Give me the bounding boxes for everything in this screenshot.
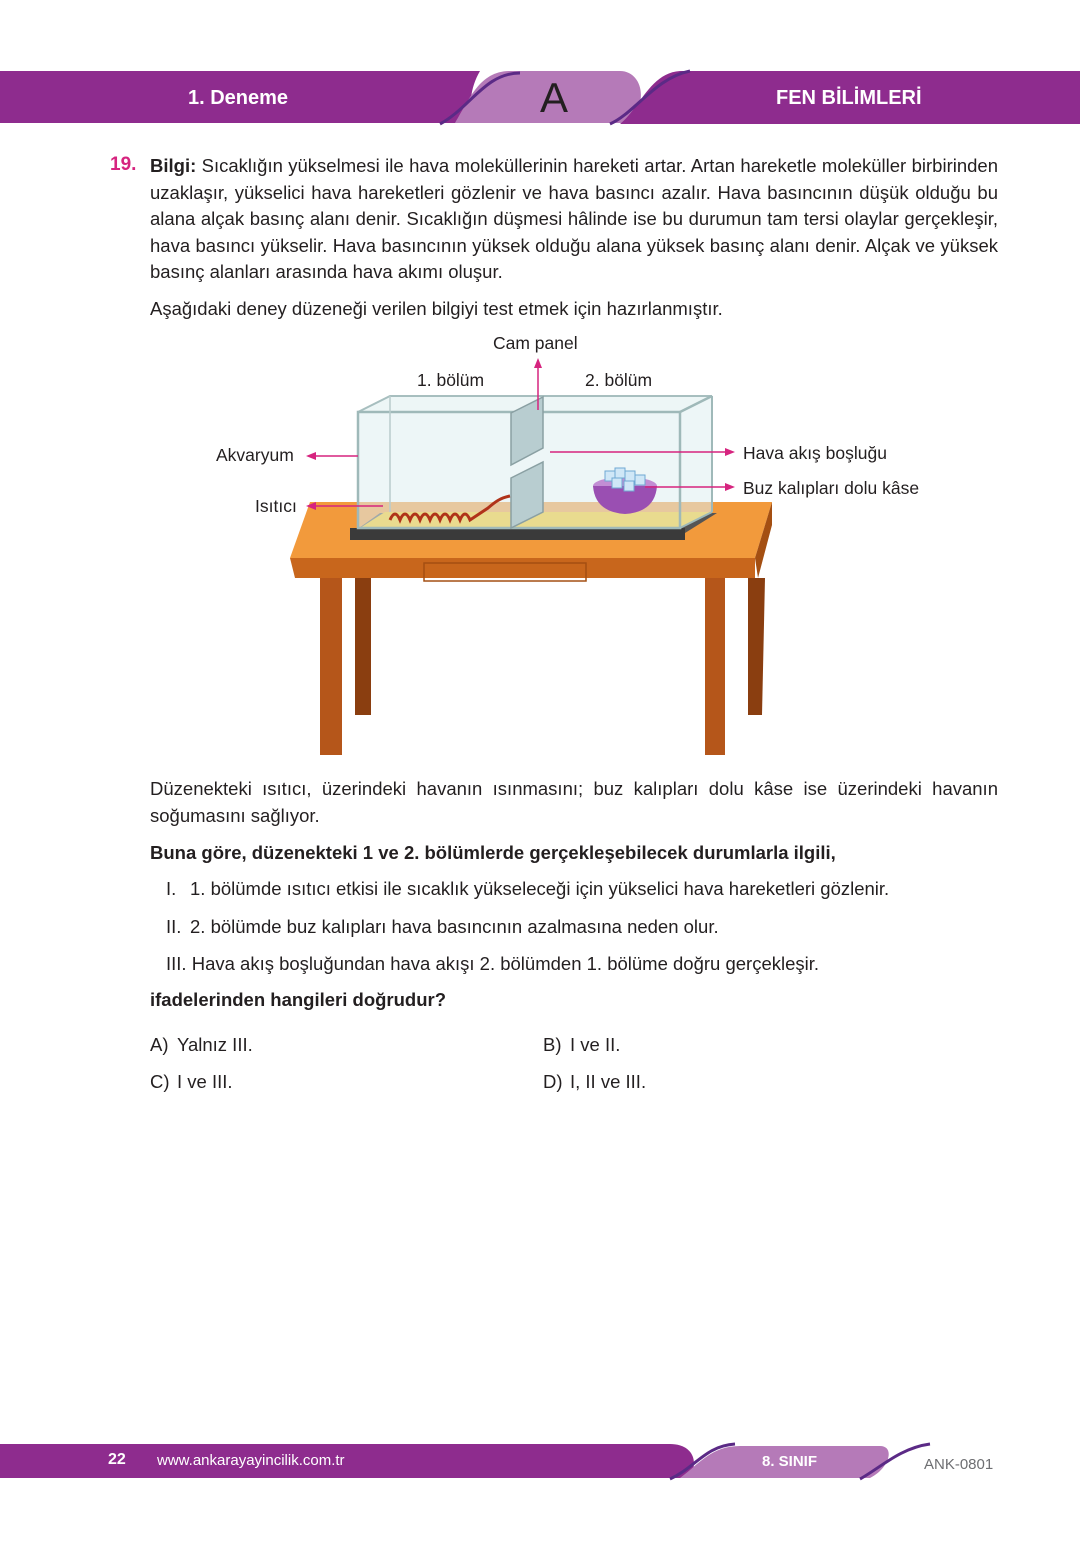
question-stem: Buna göre, düzenekteki 1 ve 2. bölümlerde gerçekleşebilecek durumlarla ilgili, (150, 842, 836, 863)
table-leg (705, 578, 725, 755)
option-text: I ve II. (570, 1034, 621, 1055)
question-number: 19. (110, 154, 137, 175)
page-number: 22 (108, 1451, 126, 1468)
table-leg (748, 578, 765, 715)
label-section-2: 2. bölüm (585, 370, 653, 390)
option-b[interactable] (543, 1032, 620, 1058)
experiment-figure (200, 330, 960, 770)
info-paragraph (150, 153, 998, 286)
after-text: Düzenekteki ısıtıcı, üzerindeki havanın ısınmasını; buz kalıpları dolu kâse ise üzerindeki havanın soğumasını sağlıyor. (150, 778, 998, 826)
info-label: Bilgi: (150, 155, 197, 176)
website-link[interactable]: www.ankarayayincilik.com.tr (157, 1452, 345, 1469)
statement-text: Hava akış boşluğundan hava akışı 2. bölümden 1. bölüme doğru gerçekleşir. (191, 953, 820, 974)
option-letter: B) (543, 1034, 562, 1055)
grade-label: 8. SINIF (762, 1453, 818, 1470)
statement-item (166, 876, 889, 902)
option-letter: D) (543, 1071, 563, 1092)
info-text: Sıcaklığın yükselmesi ile hava moleküllerinin hareketi artar. Artan hareketle moleküller birbirinden uzaklaşır, yükselici hava hareketleri gözlenir ve hava basıncı azalır. Hava basıncının düşük olduğu bu alana alçak basınç alanı denir. Sıcaklığın düşmesi hâlinde ise bu durumun tam tersi olaylar gerçekleşir, hava basıncı yükselir. Hava basıncının yüksek olduğu alana yüksek basınç alanı denir. Alçak ve yüksek basınç alanları arasında hava akımı oluşur. (150, 155, 998, 282)
statement-numeral: I. (166, 878, 177, 899)
option-d[interactable] (543, 1069, 646, 1095)
label-buz: Buz kalıpları dolu kâse (743, 478, 920, 498)
statement-item (166, 951, 819, 977)
statement-text: 1. bölümde ısıtıcı etkisi ile sıcaklık yükseleceği için yükselici hava hareketleri gözlenir. (190, 878, 890, 899)
statement-text: 2. bölümde buz kalıpları hava basıncının azalmasına neden olur. (190, 916, 719, 937)
table-leg (355, 578, 371, 715)
page-footer (0, 1438, 1080, 1484)
option-a[interactable] (150, 1032, 253, 1058)
booklet-letter: A (539, 74, 568, 121)
option-text: Yalnız III. (177, 1034, 253, 1055)
intro-text: Aşağıdaki deney düzeneği verilen bilgiyi test etmek için hazırlanmıştır. (150, 298, 723, 319)
label-akvaryum: Akvaryum (216, 445, 294, 465)
page-header (0, 68, 1080, 128)
subject-title: FEN BİLİMLERİ (776, 87, 922, 109)
booklet-code: ANK-0801 (924, 1456, 994, 1473)
label-hava-akis: Hava akış boşluğu (743, 443, 887, 463)
option-letter: C) (150, 1071, 170, 1092)
label-section-1: 1. bölüm (417, 370, 485, 390)
experiment-drawing (200, 330, 960, 770)
label-cam-panel: Cam panel (493, 333, 578, 353)
option-text: I ve III. (177, 1071, 233, 1092)
option-text: I, II ve III. (570, 1071, 647, 1092)
statement-numeral: III. (166, 953, 187, 974)
option-c[interactable] (150, 1069, 233, 1095)
statement-item (166, 914, 719, 940)
option-letter: A) (150, 1034, 169, 1055)
label-isitici: Isıtıcı (255, 496, 297, 516)
statement-numeral: II. (166, 916, 182, 937)
question-ask: ifadelerinden hangileri doğrudur? (150, 989, 447, 1010)
table-leg (320, 578, 342, 755)
exam-title: 1. Deneme (188, 87, 289, 109)
